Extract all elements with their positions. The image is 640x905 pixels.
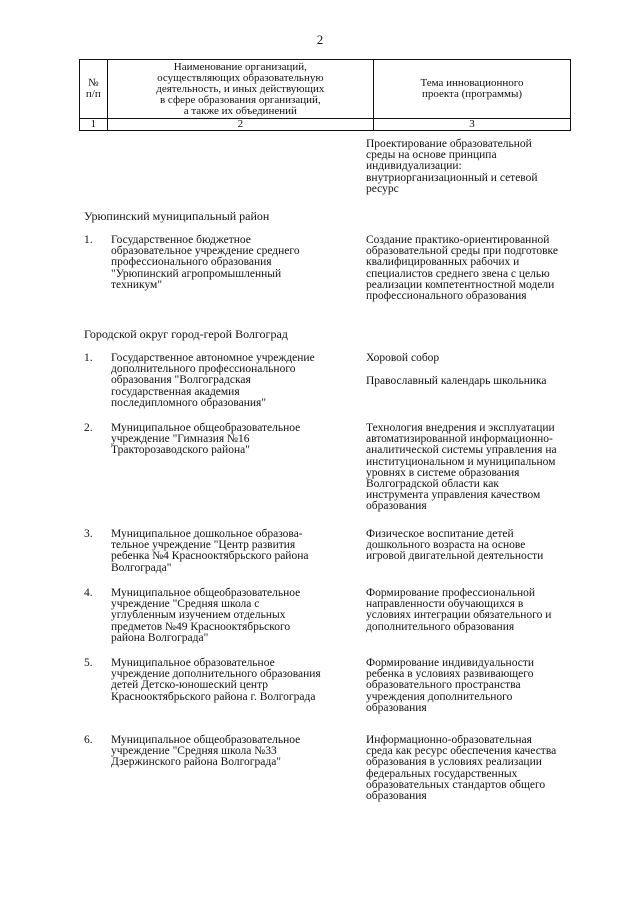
row-organization: Муниципальное общеобразовательное учреждение "Средняя школа с углубленным изучением отдельных предметов №49 Краснооктябрьского района Волгограда" (111, 587, 301, 644)
row-organization: Муниципальное общеобразовательное учреждение "Средняя школа №33 Дзержинского района Волгограда" (111, 734, 301, 769)
section-title: Городской округ город-герой Волгоград (84, 327, 288, 341)
row-topic-2: Православный календарь школьника (366, 375, 547, 387)
page-number: 2 (316, 32, 324, 47)
row-organization: Муниципальное общеобразовательное учреждение "Гимназия №16 Тракторозаводского района" (111, 422, 301, 457)
section-title: Урюпинский муниципальный район (84, 209, 270, 223)
row-number: 1. (84, 234, 93, 246)
row-topic: Хоровой собор (366, 352, 440, 364)
row-organization: Муниципальное образовательное учреждение дополнительного образования детей Детско-юношеский центр Краснооктябрьского района г. Волгограда (111, 657, 321, 703)
row-topic: Физическое воспитание детей дошкольного возраста на основе игровой двигательной деятельности (366, 528, 544, 563)
row-number: 5. (84, 657, 93, 669)
header-col-topic: Тема инновационного проекта (программы) (373, 60, 570, 119)
row-topic: Формирование индивидуальности ребенка в условиях развивающего образовательного пространства учреждения дополнительного образования (366, 657, 535, 714)
row-number: 2. (84, 422, 93, 434)
row-organization: Государственное бюджетное образовательное учреждение среднего профессионального образования "Урюпинский агропромышленный техникум" (111, 234, 300, 291)
header-col-number: № п/п (80, 60, 108, 119)
header-col-organization: Наименование организаций, осуществляющих образовательную деятельность, и иных действующих в сфере образования организаций, а также их объединений (107, 60, 373, 119)
continued-topic: Проектирование образовательной среды на основе принципа индивидуализации: внутриорганизационный и сетевой ресурс (366, 138, 538, 195)
row-topic: Информационно-образовательная среда как ресурс обеспечения качества образования в условиях реализации федеральных государственных образовательных стандартов общего образования (366, 734, 557, 803)
row-topic: Создание практико-ориентированной образовательной среды при подготовке квалифицированных рабочих и специалистов среднего звена с целью реализации компетентностной модели профессионального образования (366, 234, 558, 303)
row-topic: Технология внедрения и эксплуатации автоматизированной информационно- аналитической системы управления на институциональном и муниципальном уровнях в системе образования Волгоградской области как инструмента управления качеством образования (366, 422, 557, 513)
row-number: 6. (84, 734, 93, 746)
row-topic: Формирование профессиональной направленности обучающихся в условиях интеграции обязательного и дополнительного образования (366, 587, 552, 633)
row-number: 4. (84, 587, 93, 599)
row-organization: Муниципальное дошкольное образова- тельное учреждение "Центр развития ребенка №4 Краснооктябрьского района Волгограда" (111, 528, 309, 574)
row-number: 1. (84, 352, 93, 364)
header-table (79, 59, 571, 131)
row-number: 3. (84, 528, 93, 540)
header-num-3: 3 (373, 119, 570, 131)
row-organization: Государственное автономное учреждение дополнительного профессионального образования "Волгоградская государственная академия последипломного образования" (111, 352, 315, 409)
header-num-2: 2 (107, 119, 373, 131)
header-num-1: 1 (80, 119, 108, 131)
